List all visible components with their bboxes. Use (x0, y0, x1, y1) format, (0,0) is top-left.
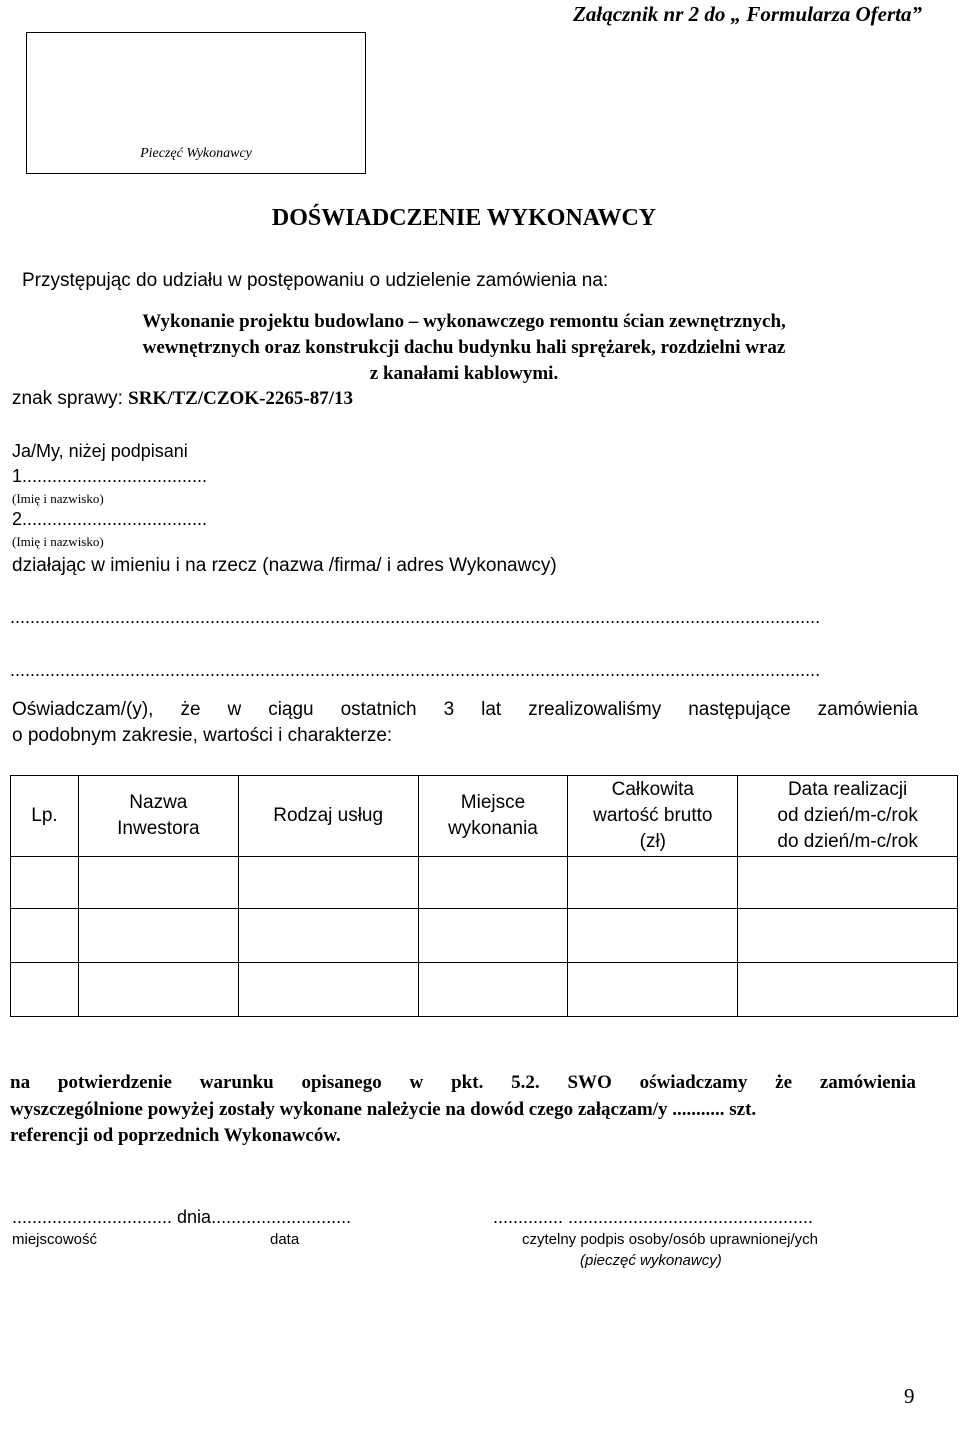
header-cell-location (418, 776, 568, 857)
place-date-dots: ................................ dnia............................ (12, 1207, 352, 1227)
header-text: wykonania (448, 818, 538, 839)
signatory-2-caption: (Imię i nazwisko) (12, 534, 104, 549)
case-number-value: SRK/TZ/CZOK-2265-87/13 (128, 388, 354, 409)
subject-line-1: Wykonanie projektu budowlano – wykonawczego remontu ścian zewnętrznych, (142, 311, 786, 332)
declaration-word: że (180, 699, 201, 720)
table-cell[interactable] (418, 963, 568, 1017)
table-cell[interactable] (78, 909, 238, 963)
header-text: Nazwa (129, 792, 188, 813)
closing-word: SWO (567, 1072, 612, 1093)
table-cell[interactable] (738, 963, 958, 1017)
declaration-word: ostatnich (340, 699, 417, 720)
acting-on-behalf: działając w imieniu i na rzecz (nazwa /firma/ i adres Wykonawcy) (12, 555, 557, 576)
closing-word: oświadczamy (639, 1072, 748, 1093)
attachment-title: Załącznik nr 2 do „ Formularza Oferta” (573, 2, 922, 26)
table-cell[interactable] (11, 857, 79, 909)
subject-line-3: z kanałami kablowymi. (369, 363, 559, 384)
table-cell[interactable] (738, 909, 958, 963)
header-text: Miejsce (460, 792, 526, 813)
contractor-stamp-label: (pieczęć wykonawcy) (580, 1252, 722, 1269)
header-cell-completion-date (738, 776, 958, 857)
closing-word: w (409, 1072, 424, 1093)
signatory-2-line: 2..................................... (12, 509, 208, 529)
signatory-1-caption: (Imię i nazwisko) (12, 491, 104, 506)
table-row (11, 963, 958, 1017)
signature-dots: .............. ................................................. (493, 1207, 814, 1227)
declaration-word: Oświadczam/(y), (12, 699, 154, 720)
closing-word: że (775, 1072, 793, 1093)
stamp-label: Pieczęć Wykonawcy (140, 146, 252, 161)
header-text: Inwestora (117, 818, 200, 839)
table-header-row (11, 776, 958, 857)
closing-word: na (10, 1072, 31, 1093)
header-text: Data realizacji (787, 779, 908, 800)
table-cell[interactable] (11, 909, 79, 963)
table-cell[interactable] (11, 963, 79, 1017)
contractor-name-dots-2: .................................................................................................................................................................. (10, 660, 821, 680)
subject-line-2: wewnętrznych oraz konstrukcji dachu budynku hali sprężarek, rozdzielni wraz (142, 337, 786, 358)
table-cell[interactable] (738, 857, 958, 909)
closing-word: warunku (199, 1072, 274, 1093)
contractor-name-dots-1: .................................................................................................................................................................. (10, 607, 821, 627)
header-cell-lp (11, 776, 79, 857)
header-cell-total-value (568, 776, 738, 857)
closing-word: opisanego (301, 1072, 382, 1093)
table-row (11, 857, 958, 909)
declaration-line-1 (12, 699, 918, 721)
place-label: miejscowość (12, 1231, 98, 1248)
declaration-word: lat (481, 699, 502, 720)
closing-word: potwierdzenie (57, 1072, 172, 1093)
declaration-line-2: o podobnym zakresie, wartości i charakterze: (12, 725, 393, 746)
header-text: od dzień/m-c/rok (777, 805, 918, 826)
declaration-word: zamówienia (817, 699, 918, 720)
document-title: DOŚWIADCZENIE WYKONAWCY (271, 205, 657, 231)
header-text: Całkowita (611, 779, 694, 800)
case-number-label: znak sprawy: (12, 388, 129, 409)
closing-word: 5.2. (511, 1072, 540, 1093)
table-cell[interactable] (78, 963, 238, 1017)
case-number (12, 388, 353, 410)
table-cell[interactable] (568, 909, 738, 963)
signatory-1-line: 1..................................... (12, 466, 208, 486)
header-text: (zł) (639, 831, 667, 852)
declaration-word: w (227, 699, 242, 720)
header-text: do dzień/m-c/rok (777, 831, 918, 852)
header-cell-service-type (238, 776, 418, 857)
header-cell-investor (78, 776, 238, 857)
header-text: Rodzaj usług (273, 805, 384, 826)
declaration-word: zrealizowaliśmy (528, 699, 662, 720)
declaration-word: ciągu (268, 699, 314, 720)
table-cell[interactable] (418, 909, 568, 963)
experience-table (10, 775, 958, 1017)
table-row (11, 909, 958, 963)
closing-word: pkt. (451, 1072, 484, 1093)
page-number: 9 (904, 1384, 915, 1408)
closing-statement (10, 1070, 916, 1150)
contractor-stamp-box (26, 32, 366, 174)
signatories-intro: Ja/My, niżej podpisani (12, 441, 188, 461)
signature-label: czytelny podpis osoby/osób uprawnionej/ych (522, 1231, 819, 1248)
table-cell[interactable] (568, 963, 738, 1017)
closing-line-2: wyszczególnione powyżej zostały wykonane należycie na dowód czego załączam/y ........... szt. (10, 1098, 757, 1120)
date-label: data (270, 1231, 300, 1248)
declaration-word: 3 (443, 699, 455, 720)
header-text: wartość brutto (593, 805, 713, 826)
table-cell[interactable] (238, 963, 418, 1017)
header-text: Lp. (31, 805, 58, 826)
closing-word: zamówienia (819, 1072, 916, 1093)
declaration-word: następujące (688, 699, 791, 720)
table-cell[interactable] (418, 857, 568, 909)
table-cell[interactable] (78, 857, 238, 909)
table-cell[interactable] (238, 909, 418, 963)
table-cell[interactable] (568, 857, 738, 909)
closing-line-1 (10, 1070, 916, 1097)
table-cell[interactable] (238, 857, 418, 909)
intro-text: Przystępując do udziału w postępowaniu o udzielenie zamówienia na: (22, 270, 609, 291)
closing-line-3: referencji od poprzednich Wykonawców. (10, 1125, 341, 1146)
